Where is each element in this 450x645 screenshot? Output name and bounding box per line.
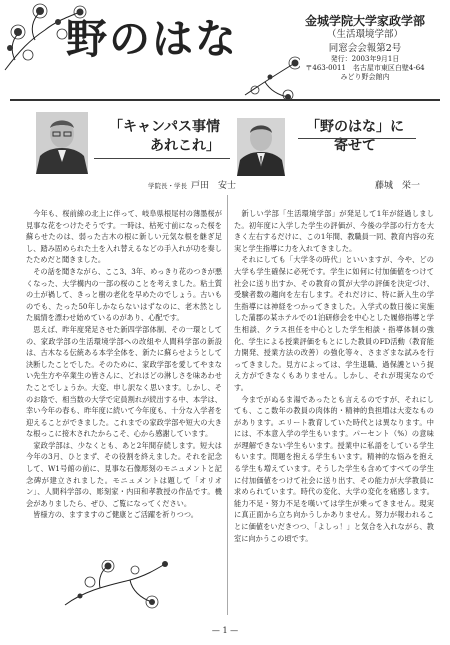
column-divider <box>227 195 228 615</box>
address-building: みどり野会館内 <box>340 73 390 81</box>
author-photo-right <box>237 118 285 176</box>
flower-decoration-bottom <box>60 560 170 610</box>
masthead-info <box>290 14 440 82</box>
author-name-left: 戸田 安士 <box>190 181 236 191</box>
author-photo-left <box>36 112 88 174</box>
author-name-right: 藤城 栄一 <box>374 181 420 191</box>
headline-underline-left <box>94 158 230 159</box>
headline-underline-right <box>298 138 416 139</box>
department-name: （生活環境学部） <box>326 29 403 40</box>
article-body-right: 新しい学部「生活環境学部」が発足して1年が経過しました。初年度に入学した学生の評価が、今後の学部の行方を大きく左右するだけに、この1年間、教職員一同、教育内容の充実と学生指導に力を入れてきました。 それにしても「大学冬の時代」といいますが、今や、どの大学も学生確保に必死です。学生に如何に付加価値をつけて社会に送り出すか、その教育の質が大学の評価を決定づけ、受験者数の趨向を左右します。それだけに、特に新入生の学生指導には神経をつかってきました。入学式の数日後に実施した蒲郡の某ホテルでの1泊研修会を中心とした履修指導と学生相談、クラス担任を中心とした学生相談・指導体制の強化、学生による授業評価をもとにした教員のFD活動（教育能力開発、授業方法の改善）の強化等々、さまざまな試みを行ってきました。見方によっては、学生退職、過保護という捉え方ができなくもありません。しかし、それが現実なのです。 今までがぬるま湯であったとも言えるのですが、それにしても、ここ数年の教員の肉体的・精神的負担増は大変なものがあります。エリート教育していた時代とは異なります。中には、不本意入学の学生もいます。パーセント（%）の意味が理解できない学生もいます。授業中に私語をしている学生もいます。問題を抱える学生もいます。精神的な悩みを抱える学生も増えています。そうした学生も含めてすべての学生に付加価値をつけて社会に送り出す、その能力が大学教員に求められています。時代の変化、大学の変化を痛感します。能力不足・努力不足を嘆いては学生が乗ってきません。現実に真正面から立ち向かうしかありません。努力が報われることに価値をいだきつつ、「よしっ！」と気合を入れながら、教室に向かうこの頃です。 <box>234 209 434 543</box>
author-line-left <box>110 178 236 191</box>
author-role: 学院長・学長 <box>147 182 187 190</box>
publish-date: 発行：2003年9月1日 <box>330 55 400 63</box>
masthead-divider <box>10 99 440 101</box>
article-headline-left: 「キャンパス事情 あれこれ」 <box>108 119 220 154</box>
organization-name: 金城学院大学家政学部 <box>304 14 425 28</box>
address: 〒463-0011 名古屋市東区白壁4-64 <box>305 64 425 72</box>
newsletter-title: 野のはな <box>66 15 238 63</box>
page-number: — 1 — <box>211 626 239 635</box>
issue-label: 同窓会会報第2号 <box>328 43 402 54</box>
article-headline-right: 「野のはな」に 寄せて <box>306 119 404 154</box>
article-body-left: 今年も、桜前線の北上に伴って、岐阜県根尾村の薄墨桜が見事な花をつけたそうです。一時は、枯死寸前になった桜を蘇らせたのは、弱った古木の根に新しい元気な根を継ぎ足し、踏み固められた土を入れ替えるなどの手入れが功を奏したためだと聞きました。 その話を聞きながら、ここ3、3年、めっきり花のつきが悪くなった、大学構内の一部の桜のことを考えました。粘土質の土が禍して、きっと樹の老化を早めたのでしょう。古いものでも、たった50年しかならないはずなのに、老木然とした風情を漂わせ始めているのがあり、心配です。 思えば、昨年度発足させた新四学部体制、その一環としての、家政学部の生活環境学部への改組や人間科学部の新設は、古木なる伝統ある本学全体を、新たに蘇らせようとして決断したことでした。そのために、家政学部を愛してやまない先生方や卒業生の皆さんに、どれほどの淋しさを味あわせたことでしょうか。大変、申し訳なく思います。しかし、そのお陰で、相当数の大学で定員割れが続出する中、本学は、幸い今年の春も、昨年度に続いて今年度も、十分な入学者を迎えることができました。これまでの家政学部や短大の大きな根っこに接木されたからこそ、心から感謝しています。 家政学部は、少なくとも、あと2年間存続します。短大は今年の3月、ひとまず、その役割を終えました。それを記念して、W1号館の前に、見事な石像彫刻のモニュメントと記念碑が建立されました。モニュメントは題して「オリオン」、人間科学部の、彫刻家・内田和孝教授の作品です。機会がありましたら、ぜひ、ご覧になってください。 皆様方の、ますますのご健康とご活躍を祈りつつ。 <box>26 209 222 520</box>
